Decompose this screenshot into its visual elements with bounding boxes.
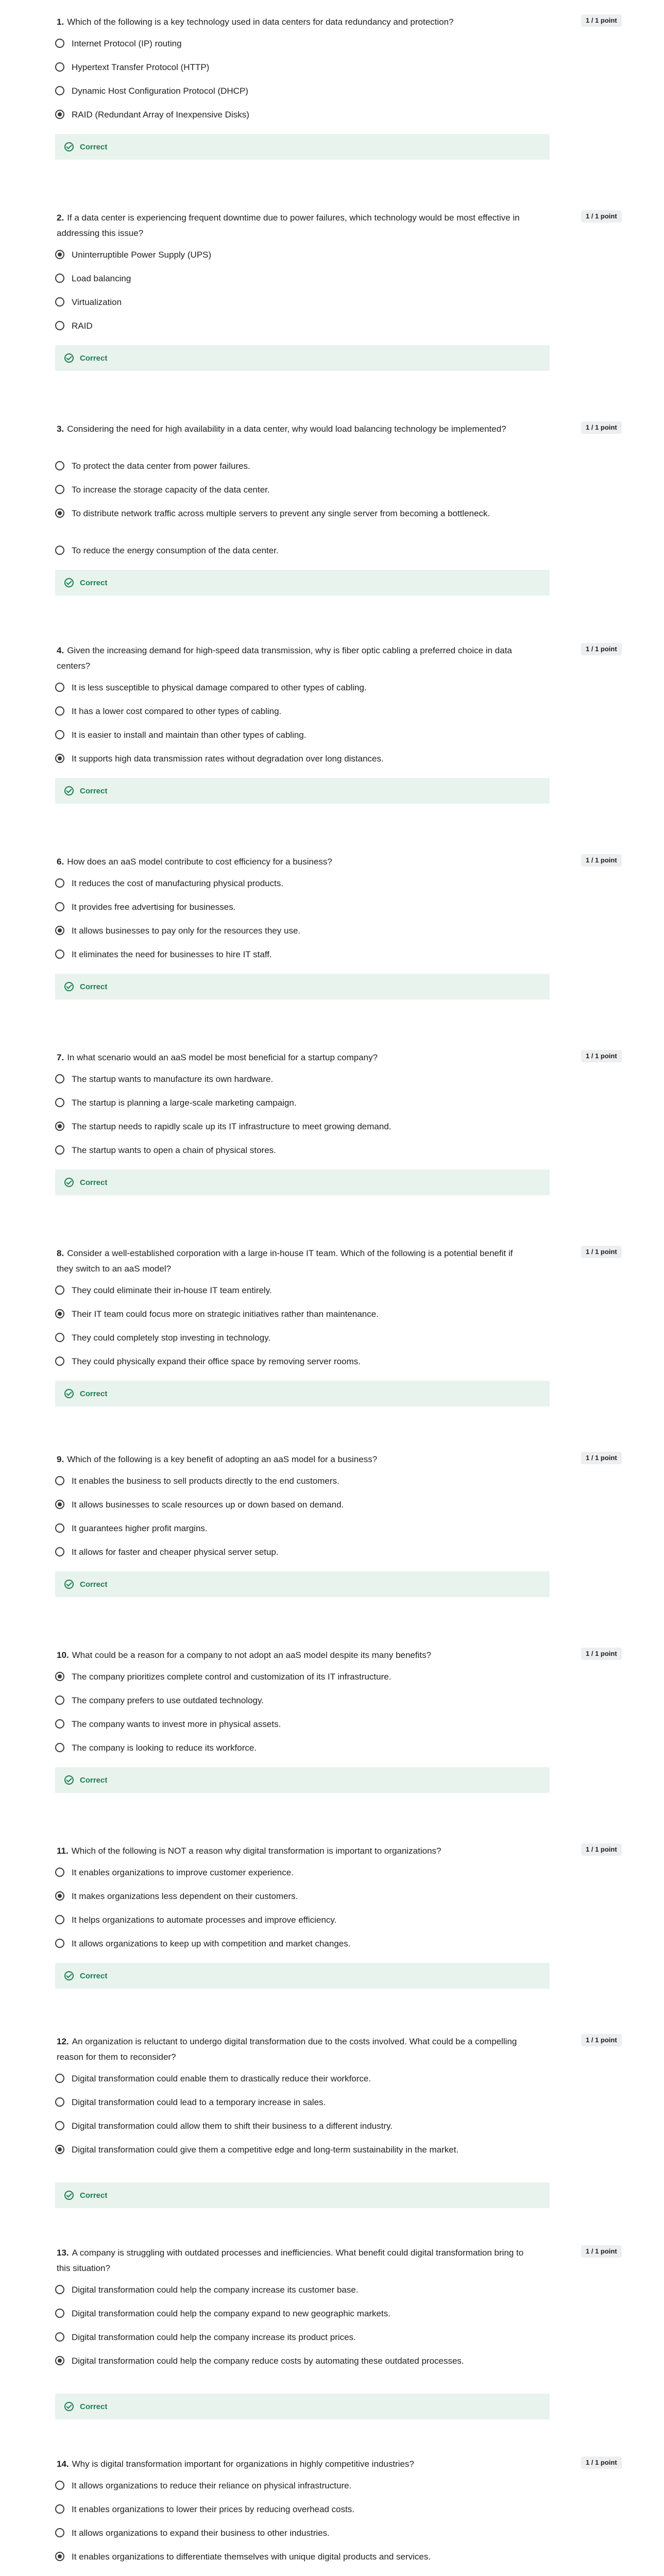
answer-option[interactable] [55, 272, 519, 285]
answer-option-label: Digital transformation could help the company expand to new geographic markets. [72, 2309, 390, 2318]
score-badge: 1 / 1 point [581, 1246, 622, 1258]
feedback-correct [55, 1381, 550, 1406]
answer-option[interactable] [55, 1913, 519, 1927]
answer-option-label: It has a lower cost compared to other types of cabling. [72, 706, 282, 716]
answer-option[interactable] [55, 1546, 519, 1559]
answer-option-label: It enables organizations to differentiate themselves with unique digital products and services. [72, 2552, 431, 2562]
check-circle-icon [64, 2191, 74, 2200]
question-number: 11. [57, 1846, 69, 1856]
answer-option[interactable] [55, 2072, 519, 2086]
radio-empty-icon[interactable] [55, 1868, 64, 1877]
answer-option[interactable] [55, 108, 519, 122]
answer-option-label: It provides free advertising for businesses. [72, 902, 236, 912]
answer-option[interactable] [55, 681, 519, 694]
question-prompt [57, 1648, 531, 1663]
answer-option-label: It makes organizations less dependent on their customers. [72, 1891, 298, 1901]
check-circle-icon [64, 1389, 74, 1398]
answer-option[interactable] [55, 1355, 519, 1368]
radio-selected-icon[interactable] [55, 754, 64, 763]
answer-option[interactable] [55, 948, 519, 961]
answer-option[interactable] [55, 1144, 519, 1157]
answer-option-label: RAID [72, 321, 93, 331]
score-badge: 1 / 1 point [581, 2245, 622, 2258]
answer-option-label: The company is looking to reduce its workforce. [72, 1743, 257, 1753]
check-circle-icon [64, 1971, 74, 1980]
feedback-correct [55, 1767, 550, 1793]
feedback-correct [55, 2394, 550, 2419]
answer-option[interactable] [55, 1308, 519, 1321]
radio-empty-icon[interactable] [55, 1719, 64, 1728]
radio-selected-icon[interactable] [55, 2356, 64, 2365]
radio-empty-icon[interactable] [55, 297, 64, 307]
radio-empty-icon[interactable] [55, 902, 64, 911]
radio-empty-icon[interactable] [55, 1523, 64, 1533]
question-prompt [57, 1843, 531, 1859]
question-text: If a data center is experiencing frequent downtime due to power failures, which technology would be most effective in addressing this issue? [57, 213, 520, 238]
question-number: 7. [57, 1053, 64, 1062]
answer-option-label: It guarantees higher profit margins. [72, 1523, 208, 1533]
question-prompt [57, 854, 531, 870]
answer-option-label: To protect the data center from power failures. [72, 461, 250, 471]
answer-option[interactable] [55, 319, 519, 333]
answer-option-label: Digital transformation could allow them to shift their business to a different industry. [72, 2121, 393, 2131]
feedback-label: Correct [80, 982, 108, 991]
radio-empty-icon[interactable] [55, 2097, 64, 2107]
radio-empty-icon[interactable] [55, 1285, 64, 1295]
question-prompt [57, 643, 531, 674]
question-number: 3. [57, 424, 64, 434]
radio-empty-icon[interactable] [55, 461, 64, 470]
radio-empty-icon[interactable] [55, 86, 64, 95]
question-number: 2. [57, 213, 64, 223]
question-prompt [57, 1452, 531, 1467]
radio-empty-icon[interactable] [55, 321, 64, 330]
radio-empty-icon[interactable] [55, 62, 64, 72]
answer-option[interactable] [55, 752, 519, 766]
answer-option[interactable] [55, 61, 519, 74]
answer-option-label: To distribute network traffic across multiple servers to prevent any single server from becoming a bottleneck. [72, 509, 490, 518]
answer-option[interactable] [55, 1498, 519, 1512]
question-prompt [57, 1050, 531, 1065]
answer-option-label: The startup is planning a large-scale marketing campaign. [72, 1098, 297, 1108]
feedback-label: Correct [80, 1389, 108, 1398]
check-circle-icon [64, 578, 74, 587]
feedback-label: Correct [80, 578, 108, 587]
answer-option[interactable] [55, 37, 519, 50]
feedback-label: Correct [80, 786, 108, 795]
question-text: Which of the following is a key benefit of adopting an aaS model for a business? [67, 1454, 378, 1464]
question-text: Consider a well-established corporation with a large in-house IT team. Which of the following is a potential benefit if they switch to an aaS model? [57, 1248, 513, 1274]
answer-option[interactable] [55, 2503, 519, 2516]
answer-option-label: It reduces the cost of manufacturing physical products. [72, 878, 284, 888]
question-text: Which of the following is a key technology used in data centers for data redundancy and protection? [67, 17, 454, 27]
answer-option-label: Digital transformation could enable them to drastically reduce their workforce. [72, 2074, 371, 2083]
radio-empty-icon[interactable] [55, 2309, 64, 2318]
answer-option[interactable] [55, 1073, 519, 1086]
check-circle-icon [64, 1775, 74, 1785]
answer-option[interactable] [55, 924, 519, 938]
answer-option-label: It allows for faster and cheaper physical server setup. [72, 1547, 279, 1557]
answer-option[interactable] [55, 1284, 519, 1297]
radio-empty-icon[interactable] [55, 2285, 64, 2294]
radio-empty-icon[interactable] [55, 1145, 64, 1155]
answer-option[interactable] [55, 248, 519, 262]
radio-empty-icon[interactable] [55, 1915, 64, 1924]
check-circle-icon [64, 786, 74, 795]
radio-empty-icon[interactable] [55, 2528, 64, 2537]
answer-option[interactable] [55, 1670, 519, 1684]
radio-empty-icon[interactable] [55, 950, 64, 959]
question-text: What could be a reason for a company to not adopt an aaS model despite its many benefits? [72, 1650, 432, 1660]
question-prompt [57, 2034, 531, 2065]
answer-option-label: The startup wants to open a chain of physical stores. [72, 1145, 276, 1155]
feedback-correct [55, 345, 550, 371]
answer-option[interactable] [55, 2096, 519, 2109]
radio-selected-icon[interactable] [55, 926, 64, 935]
radio-empty-icon[interactable] [55, 2074, 64, 2083]
answer-option[interactable] [55, 483, 519, 497]
question-text: A company is struggling with outdated processes and inefficiencies. What benefit could digital transformation bring to this situation? [57, 2248, 524, 2273]
radio-empty-icon[interactable] [55, 1333, 64, 1342]
answer-option-label: RAID (Redundant Array of Inexpensive Disks) [72, 110, 249, 120]
feedback-correct [55, 778, 550, 804]
feedback-label: Correct [80, 1971, 108, 1980]
question-prompt [57, 2456, 531, 2472]
question-text: An organization is reluctant to undergo digital transformation due to the costs involved. What could be a compelling reason for them to reconsider? [57, 2037, 517, 2062]
answer-option[interactable] [55, 2479, 519, 2493]
radio-empty-icon[interactable] [55, 1743, 64, 1752]
check-circle-icon [64, 982, 74, 991]
feedback-label: Correct [80, 1580, 108, 1589]
score-badge: 1 / 1 point [581, 1843, 622, 1856]
score-badge: 1 / 1 point [581, 1050, 622, 1062]
radio-selected-icon[interactable] [55, 509, 64, 518]
radio-empty-icon[interactable] [55, 1547, 64, 1556]
question-text: In what scenario would an aaS model be most beneficial for a startup company? [67, 1053, 378, 1062]
answer-option-label: The startup wants to manufacture its own hardware. [72, 1074, 274, 1084]
question-prompt [57, 421, 531, 437]
question-prompt [57, 14, 531, 30]
radio-empty-icon[interactable] [55, 1098, 64, 1107]
question-prompt [57, 1246, 531, 1277]
question-prompt [57, 210, 531, 241]
question-number: 14. [57, 2459, 69, 2469]
feedback-label: Correct [80, 2191, 108, 2200]
check-circle-icon [64, 142, 74, 151]
score-badge: 1 / 1 point [581, 643, 622, 655]
answer-option-label: It allows organizations to keep up with competition and market changes. [72, 1939, 351, 1948]
radio-empty-icon[interactable] [55, 2332, 64, 2342]
feedback-correct [55, 1170, 550, 1195]
answer-option[interactable] [55, 507, 519, 520]
answer-option-label: Digital transformation could lead to a temporary increase in sales. [72, 2097, 326, 2107]
question-number: 12. [57, 2037, 69, 2046]
answer-option-label: It allows organizations to expand their business to other industries. [72, 2528, 330, 2538]
answer-option-label: Internet Protocol (IP) routing [72, 39, 182, 48]
question-number: 4. [57, 646, 64, 655]
feedback-label: Correct [80, 142, 108, 151]
question-number: 9. [57, 1454, 64, 1464]
answer-option-label: The company wants to invest more in physical assets. [72, 1719, 281, 1729]
feedback-correct [55, 1963, 550, 1989]
answer-option[interactable] [55, 2527, 519, 2540]
feedback-label: Correct [80, 353, 108, 363]
answer-option-label: It is easier to install and maintain than other types of cabling. [72, 730, 307, 740]
radio-empty-icon[interactable] [55, 878, 64, 888]
feedback-label: Correct [80, 1775, 108, 1785]
radio-selected-icon[interactable] [55, 250, 64, 259]
question-text: Why is digital transformation important for organizations in highly competitive industries? [72, 2459, 414, 2469]
question-text: Given the increasing demand for high-speed data transmission, why is fiber optic cabling a preferred choice in data centers? [57, 646, 512, 671]
answer-option[interactable] [55, 2354, 519, 2368]
feedback-correct [55, 1571, 550, 1597]
answer-option[interactable] [55, 1331, 519, 1345]
check-circle-icon [64, 2402, 74, 2411]
radio-empty-icon[interactable] [55, 485, 64, 494]
check-circle-icon [64, 1580, 74, 1589]
answer-option[interactable] [55, 877, 519, 890]
feedback-correct [55, 974, 550, 999]
question-prompt [57, 2245, 531, 2276]
answer-option[interactable] [55, 1475, 519, 1488]
radio-empty-icon[interactable] [55, 683, 64, 692]
radio-selected-icon[interactable] [55, 2552, 64, 2561]
answer-option[interactable] [55, 1096, 519, 1110]
answer-option[interactable] [55, 728, 519, 742]
radio-empty-icon[interactable] [55, 1696, 64, 1705]
answer-option-label: Their IT team could focus more on strategic initiatives rather than maintenance. [72, 1309, 379, 1319]
question-number: 8. [57, 1248, 64, 1258]
radio-selected-icon[interactable] [55, 1309, 64, 1318]
answer-option-label: It enables organizations to lower their prices by reducing overhead costs. [72, 2504, 355, 2514]
feedback-label: Correct [80, 1178, 108, 1187]
answer-option[interactable] [55, 84, 519, 98]
radio-empty-icon[interactable] [55, 1357, 64, 1366]
answer-option[interactable] [55, 705, 519, 718]
radio-empty-icon[interactable] [55, 1939, 64, 1948]
answer-option-label: They could physically expand their office space by removing server rooms. [72, 1357, 361, 1366]
answer-option[interactable] [55, 1522, 519, 1535]
answer-option[interactable] [55, 2120, 519, 2133]
question-number: 10. [57, 1650, 69, 1660]
radio-selected-icon[interactable] [55, 2145, 64, 2154]
radio-empty-icon[interactable] [55, 730, 64, 739]
answer-option[interactable] [55, 1718, 519, 1731]
question-number: 13. [57, 2248, 69, 2258]
answer-option-label: The startup needs to rapidly scale up its IT infrastructure to meet growing demand. [72, 1122, 391, 1131]
answer-option[interactable] [55, 1120, 519, 1133]
answer-option-label: Uninterruptible Power Supply (UPS) [72, 250, 212, 260]
radio-empty-icon[interactable] [55, 39, 64, 48]
answer-option-label: Digital transformation could give them a competitive edge and long-term sustainability in the market. [72, 2145, 459, 2155]
answer-option[interactable] [55, 1866, 519, 1879]
answer-option[interactable] [55, 296, 519, 309]
radio-selected-icon[interactable] [55, 1672, 64, 1681]
question-text: How does an aaS model contribute to cost efficiency for a business? [67, 857, 332, 867]
answer-option-label: The company prioritizes complete control and customization of its IT infrastructure. [72, 1672, 391, 1682]
radio-selected-icon[interactable] [55, 1500, 64, 1509]
radio-empty-icon[interactable] [55, 706, 64, 716]
answer-option-label: It eliminates the need for businesses to hire IT staff. [72, 950, 272, 959]
answer-option[interactable] [55, 2143, 519, 2157]
radio-empty-icon[interactable] [55, 1476, 64, 1485]
answer-option-label: Dynamic Host Configuration Protocol (DHCP) [72, 86, 248, 96]
feedback-correct [55, 134, 550, 160]
question-text: Which of the following is NOT a reason why digital transformation is important to organizations? [71, 1846, 441, 1856]
feedback-label: Correct [80, 2402, 108, 2411]
radio-empty-icon[interactable] [55, 2481, 64, 2490]
answer-option-label: The company prefers to use outdated technology. [72, 1696, 264, 1705]
answer-option[interactable] [55, 1890, 519, 1903]
answer-option-label: It helps organizations to automate processes and improve efficiency. [72, 1915, 337, 1925]
radio-empty-icon[interactable] [55, 1074, 64, 1083]
radio-selected-icon[interactable] [55, 1122, 64, 1131]
answer-option-label: Digital transformation could help the company increase its customer base. [72, 2285, 359, 2295]
answer-option[interactable] [55, 1741, 519, 1755]
feedback-correct [55, 570, 550, 596]
answer-option-label: To increase the storage capacity of the data center. [72, 485, 270, 495]
answer-option[interactable] [55, 2331, 519, 2344]
score-badge: 1 / 1 point [581, 1452, 622, 1464]
answer-option[interactable] [55, 1937, 519, 1951]
check-circle-icon [64, 353, 74, 363]
feedback-correct [55, 2182, 550, 2208]
question-number: 1. [57, 17, 64, 27]
answer-option[interactable] [55, 2283, 519, 2297]
score-badge: 1 / 1 point [581, 1648, 622, 1660]
score-badge: 1 / 1 point [581, 2456, 622, 2469]
answer-option-label: It enables the business to sell products directly to the end customers. [72, 1476, 339, 1486]
score-badge: 1 / 1 point [581, 210, 622, 223]
answer-option-label: It allows organizations to reduce their reliance on physical infrastructure. [72, 2481, 352, 2490]
radio-empty-icon[interactable] [55, 2121, 64, 2130]
answer-option[interactable] [55, 544, 519, 557]
answer-option-label: It allows businesses to scale resources up or down based on demand. [72, 1500, 344, 1510]
answer-option[interactable] [55, 460, 519, 473]
answer-option[interactable] [55, 2550, 519, 2564]
radio-empty-icon[interactable] [55, 546, 64, 555]
score-badge: 1 / 1 point [581, 14, 622, 27]
answer-option-label: Hypertext Transfer Protocol (HTTP) [72, 62, 210, 72]
radio-selected-icon[interactable] [55, 110, 64, 119]
answer-option[interactable] [55, 1694, 519, 1707]
answer-option-label: Load balancing [72, 274, 131, 283]
answer-option-label: Virtualization [72, 297, 122, 307]
answer-option-label: Digital transformation could help the company increase its product prices. [72, 2332, 356, 2342]
answer-option-label: It is less susceptible to physical damage compared to other types of cabling. [72, 683, 367, 692]
answer-option-label: They could completely stop investing in technology. [72, 1333, 271, 1343]
answer-option-label: To reduce the energy consumption of the data center. [72, 546, 279, 555]
score-badge: 1 / 1 point [581, 854, 622, 867]
check-circle-icon [64, 1178, 74, 1187]
radio-selected-icon[interactable] [55, 1891, 64, 1901]
score-badge: 1 / 1 point [581, 2034, 622, 2046]
answer-option-label: It allows businesses to pay only for the resources they use. [72, 926, 301, 936]
answer-option-label: Digital transformation could help the company reduce costs by automating these outdated processes. [72, 2356, 464, 2366]
answer-option-label: It supports high data transmission rates without degradation over long distances. [72, 754, 384, 764]
answer-option-label: They could eliminate their in-house IT team entirely. [72, 1285, 272, 1295]
answer-option[interactable] [55, 901, 519, 914]
radio-empty-icon[interactable] [55, 2504, 64, 2514]
answer-option[interactable] [55, 2307, 519, 2320]
radio-empty-icon[interactable] [55, 274, 64, 283]
question-number: 6. [57, 857, 64, 867]
score-badge: 1 / 1 point [581, 421, 622, 434]
answer-option-label: It enables organizations to improve customer experience. [72, 1868, 294, 1877]
question-text: Considering the need for high availability in a data center, why would load balancing technology be implemented? [67, 424, 506, 434]
